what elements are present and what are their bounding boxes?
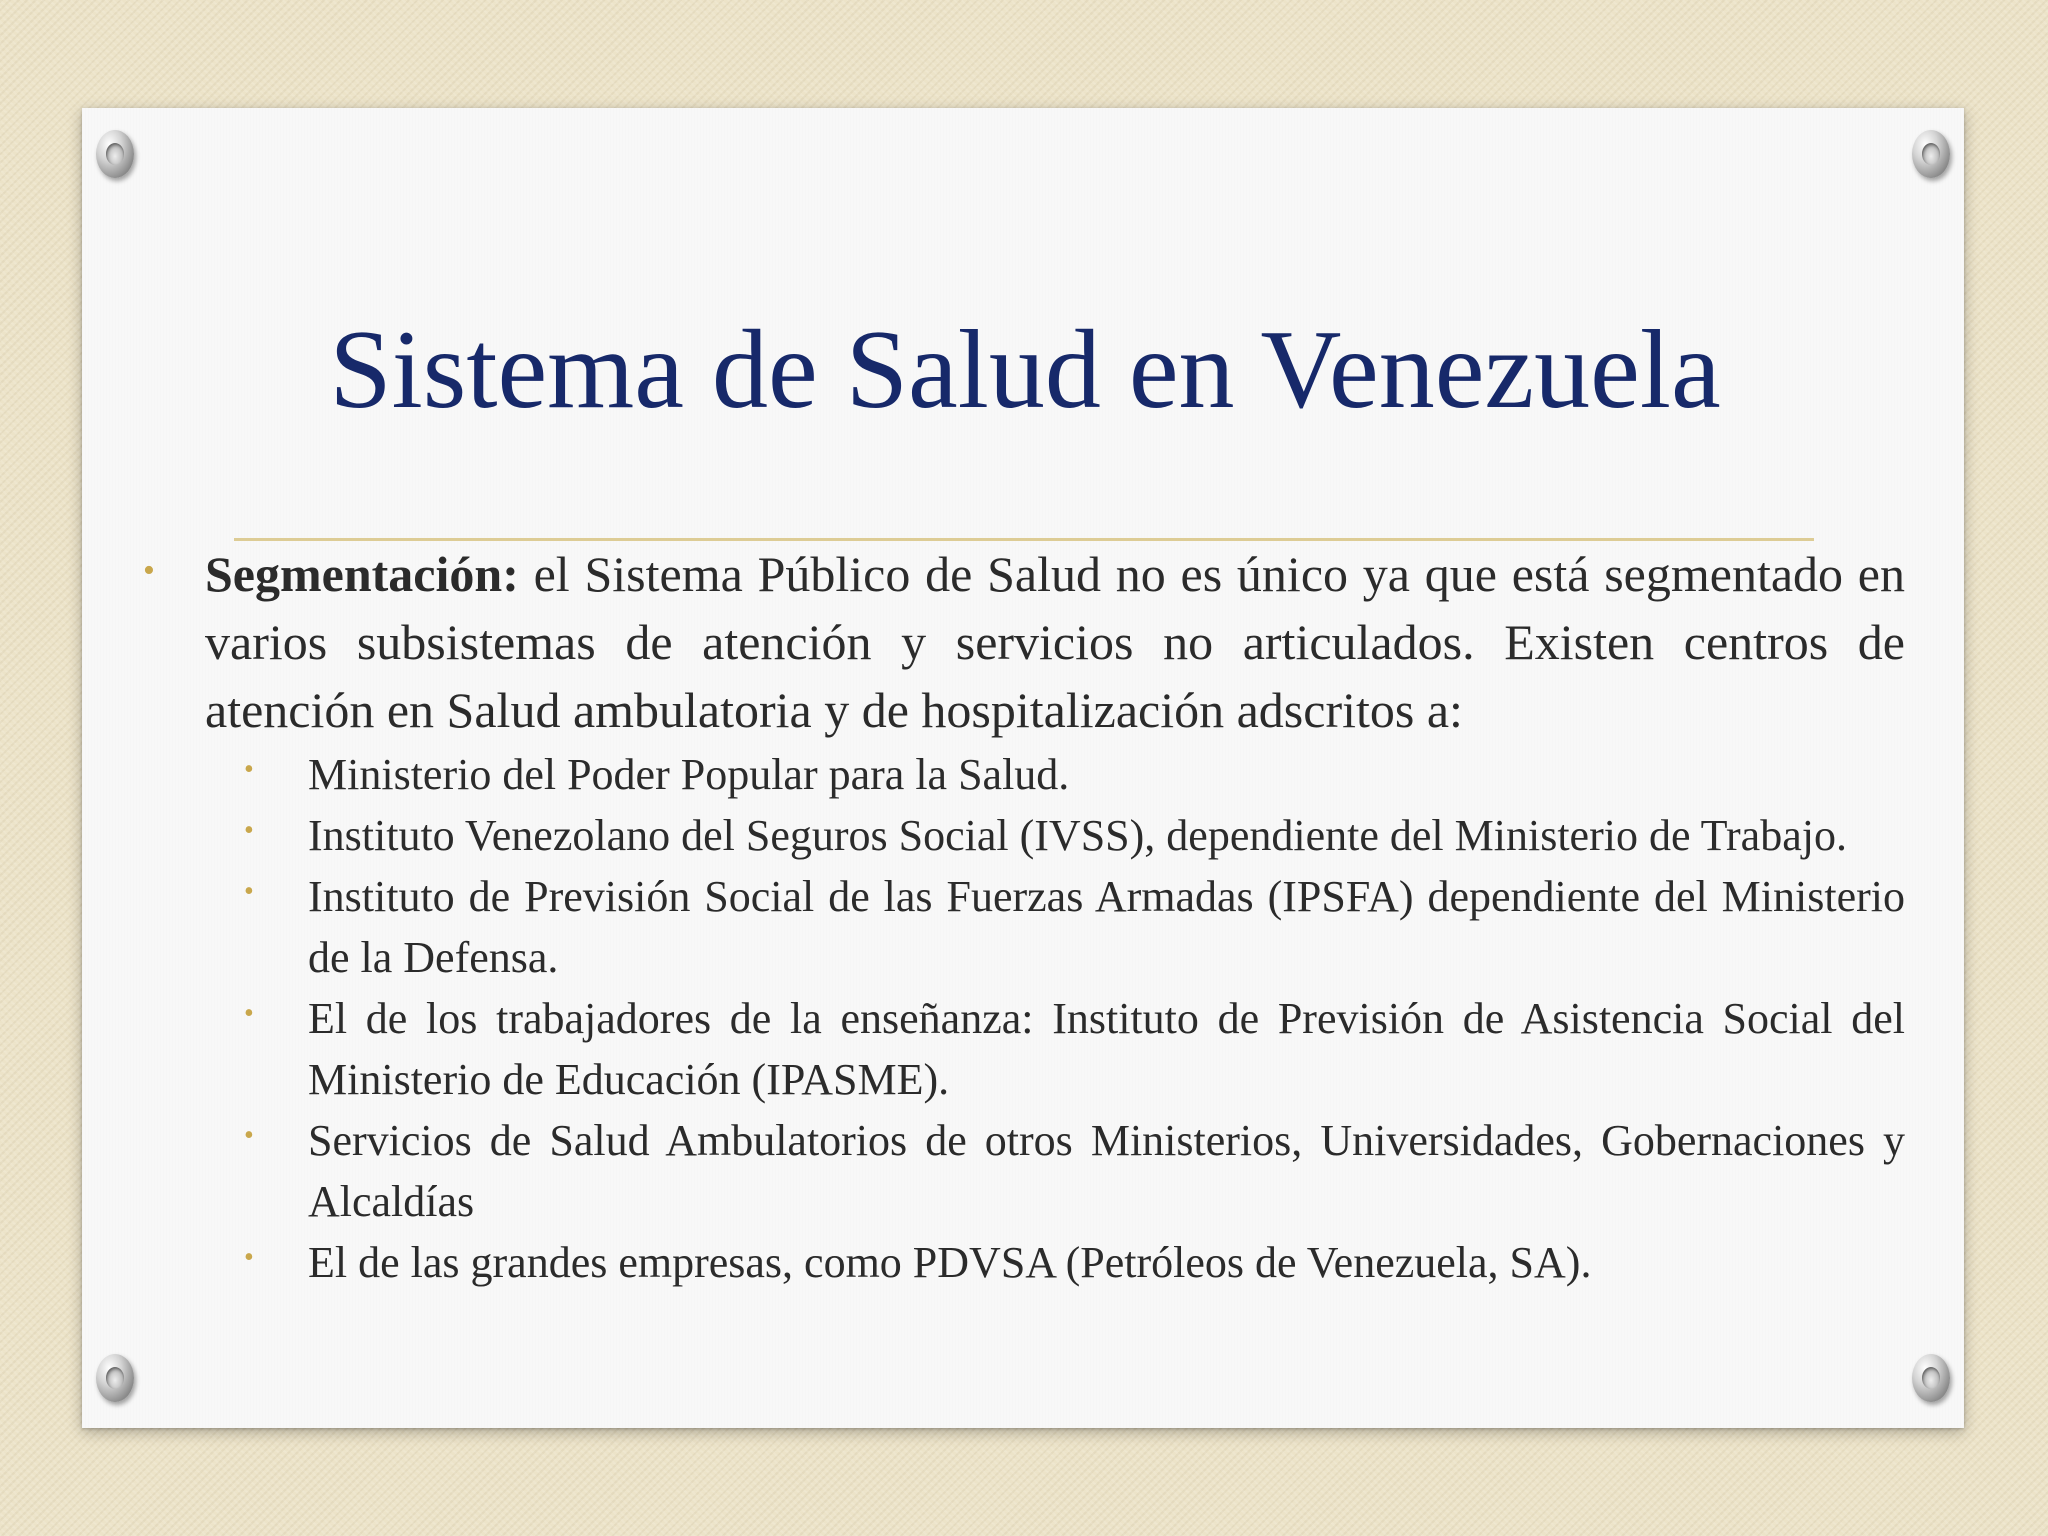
sub-bullet-text: El de las grandes empresas, como PDVSA (Petróleos de Venezuela, SA). [308,1238,1592,1287]
sub-bullet-item [244,866,1905,988]
sub-bullet-item [244,988,1905,1110]
sub-bullet-text: Instituto de Previsión Social de las Fuerzas Armadas (IPSFA) dependiente del Ministerio de la Defensa. [308,872,1905,982]
sub-bullet-list [205,744,1905,1293]
sub-bullet-text: Instituto Venezolano del Seguros Social (IVSS), dependiente del Ministerio de Trabajo. [308,811,1847,860]
bullet-icon: • [244,754,254,785]
slide-body [143,540,1905,1293]
sub-bullet-text: Servicios de Salud Ambulatorios de otros Ministerios, Universidades, Gobernaciones y Alcaldías [308,1116,1905,1226]
main-bullet-lead: Segmentación: [205,546,519,602]
sub-bullet-item [244,1110,1905,1232]
bullet-icon: • [244,1242,254,1273]
sub-bullet-item [244,805,1905,866]
grommet-top-left-icon [96,130,134,178]
sub-bullet-item [244,744,1905,805]
sub-bullet-text: El de los trabajadores de la enseñanza: Instituto de Previsión de Asistencia Social del Ministerio de Educación (IPASME). [308,994,1905,1104]
slide-title: Sistema de Salud en Venezuela [329,308,1721,432]
main-bullet [143,540,1905,744]
bullet-icon: • [244,1120,254,1151]
bullet-icon: • [244,998,254,1029]
bullet-icon: • [143,552,155,589]
main-bullet-text: el Sistema Público de Salud no es único ya que está segmentado en varios subsistemas de atención y servicios no articulados. Existen centros de atención en Salud ambulatoria y de hospitalización adscritos a: [205,546,1905,738]
bullet-icon: • [244,876,254,907]
sub-bullet-item [244,1232,1905,1293]
grommet-top-right-icon [1912,130,1950,178]
grommet-bottom-right-icon [1912,1354,1950,1402]
grommet-bottom-left-icon [96,1354,134,1402]
bullet-icon: • [244,815,254,846]
sub-bullet-text: Ministerio del Poder Popular para la Salud. [308,750,1070,799]
